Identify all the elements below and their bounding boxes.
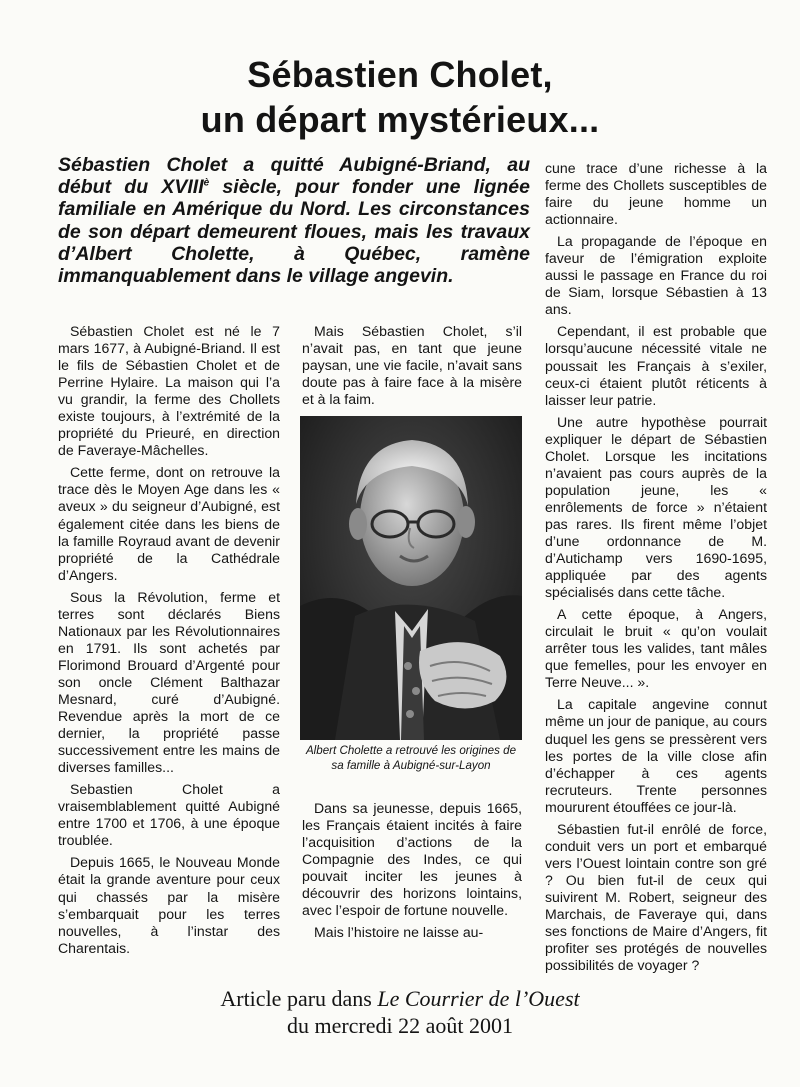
- paragraph: La propagande de l’époque en faveur de l’émigration exploite aussi le passage en France du roi de Siam, lorsque Sébastien à 13 ans.: [545, 233, 767, 318]
- publication-note: [100, 985, 700, 1039]
- paragraph: Sébastien fut-il enrôlé de force, conduit vers un port et embarqué vers l’Ouest lointain contre son gré ? Ou bien fut-il de ceux qui suivirent M. Robert, seigneur des Marchais, de Faveraye qui, dans ses fonctions de Maire d’Angers, fit profiter ses protégés de nouvelles possibilités de voyager ?: [545, 820, 767, 974]
- paragraph: Une autre hypothèse pourrait expliquer le départ de Sébastien Cholet. Lorsque les incitations n’avaient pas cours auprès de la population jeune, les « enrôlements de force » n’étaient pas rares. Ils firent même l’objet d’une ordonnance de M. d’Autichamp vers 1690-1695, appliquée par des agents spécialisés dans cette tâche.: [545, 413, 767, 601]
- column-3: [545, 160, 767, 979]
- paragraph: Dans sa jeunesse, depuis 1665, les Français étaient incités à faire l’acquisition d’actions de la Compagnie des Indes, ce qui pouvait inciter les jeunes à découvrir des horizons lointains, avec l’espoir de fortune nouvelle.: [302, 800, 522, 919]
- lead-text-b: siècle, pour fonder une lignée familiale en Amérique du Nord. Les circonstances de son départ demeurent floues, mais les travaux d’Albert Cholette, à Québec, ramène immanquablement dans le village angevin.: [58, 176, 530, 288]
- lead-superscript: è: [203, 177, 210, 189]
- column-1: [58, 323, 280, 962]
- title-line-2: un départ mystérieux...: [200, 99, 600, 140]
- paragraph: Mais l’histoire ne laisse au-: [314, 924, 484, 941]
- publication-prefix: Article paru dans: [220, 986, 378, 1011]
- newspaper-name: Le Courrier de l’Ouest: [377, 986, 580, 1011]
- column-2-top: [302, 323, 522, 413]
- title-line-1: Sébastien Cholet,: [247, 54, 553, 95]
- paragraph: Depuis 1665, le Nouveau Monde était la grande aventure pour ceux qui chassés par la misère s’embarquait pour les terres nouvelles, à l’instar des Charentais.: [58, 854, 280, 956]
- paragraph: Sebastien Cholet a vraisemblablement quitté Aubigné entre 1700 et 1706, à une époque troublée.: [58, 781, 280, 849]
- column-2-bottom: [302, 800, 522, 946]
- paragraph: Cependant, il est probable que lorsqu’aucune nécessité vitale ne poussait les Français à s’exiler, ceux-ci étaient plutôt réticents à laisser leur patrie.: [545, 323, 767, 408]
- paragraph: A cette époque, à Angers, circulait le bruit « qu’on voulait arrêter tous les valides, tant mâles que femelles, pour les envoyer en Terre Neuve... ».: [545, 606, 767, 691]
- article-title: [60, 52, 740, 142]
- publication-date: du mercredi 22 août 2001: [286, 1013, 514, 1038]
- article-lead: [58, 154, 530, 287]
- paragraph: cune trace d’une richesse à la ferme des Chollets susceptibles de faire du jeune homme un actionnaire.: [545, 160, 767, 228]
- portrait-photo: [300, 416, 522, 740]
- portrait-image: [300, 416, 522, 740]
- lead-text-a: Sébastien Cholet a quitté Aubigné-Briand, au début du XVIII: [58, 154, 530, 199]
- paragraph: Sous la Révolution, ferme et terres sont déclarés Biens Nationaux par les Révolutionnaires en 1791. Ils sont achetés par Florimond Brouard d’Argenté pour son oncle Clément Balthazar Mesnard, curé d’Aubigné. Revendue après la mort de ce dernier, la propriété passe successivement entre les mains de diverses familles...: [58, 588, 280, 776]
- paragraph: Sébastien Cholet est né le 7 mars 1677, à Aubigné-Briand. Il est le fils de Sébastien Cholet et de Perrine Hylaire. La maison qui l’a vu grandir, la ferme des Chollets existe toujours, à l’extrémité de la propriété du Prieuré, en direction de Faveraye-Mâchelles.: [58, 323, 280, 459]
- publication-line-1: [100, 985, 700, 1012]
- photo-caption: Albert Cholette a retrouvé les origines de sa famille à Aubigné-sur-Layon: [305, 744, 517, 772]
- paragraph: La capitale angevine connut même un jour de panique, au cours duquel les gens se pressèrent vers les portes de la ville close afin d’échapper à ces agents recruteurs. Trente personnes moururent étouffées ce jour-là.: [545, 696, 767, 815]
- paragraph: Cette ferme, dont on retrouve la trace dès le Moyen Age dans les « aveux » du seigneur d’Aubigné, est également citée dans les biens de la famille Royraud avant de devenir propriété de la Cathédrale d’Angers.: [58, 464, 280, 583]
- paragraph: Mais Sébastien Cholet, s’il n’avait pas, en tant que jeune paysan, une vie facile, n’avait sans doute pas à faire face à la misère et à la faim.: [302, 323, 522, 408]
